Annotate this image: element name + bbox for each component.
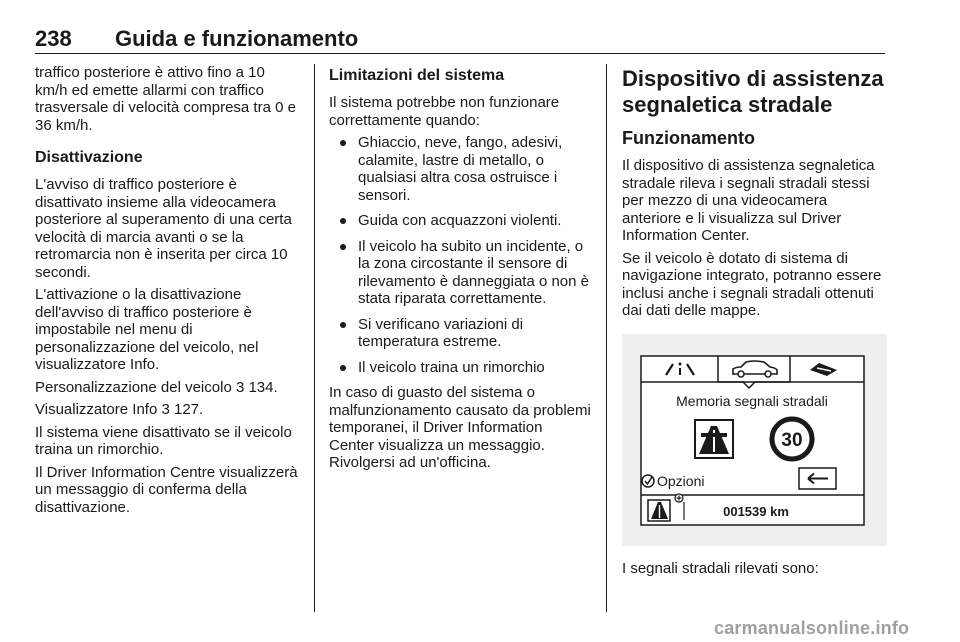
heading-deactivation: Disattivazione: [35, 149, 143, 166]
speed-limit-sign-icon: [772, 419, 812, 459]
heading-operation: Funzionamento: [622, 128, 755, 148]
list-item: Il veicolo ha subito un incidente, o la zona circostante il sensore di rilevamento è danneggiata o non è stata riparata correttamente.: [329, 238, 591, 308]
paragraph: Il dispositivo di assistenza segnaletica stradale rileva i segnali stradali stessi per mezzo di una videocamera anteriore e li visualizza sul Driver Information Center.: [622, 157, 875, 244]
column-divider: [606, 64, 607, 612]
paragraph: Il Driver Information Centre visualizzerà un messaggio di conferma della disattivazione.: [35, 463, 298, 516]
bullet-icon: [340, 140, 346, 146]
heading-limitations: Limitazioni del sistema: [329, 67, 505, 84]
paragraph: I segnali stradali rilevati sono:: [622, 559, 819, 577]
column-3: [622, 64, 887, 582]
options-label: Opzioni: [657, 472, 705, 489]
paragraph: In caso di guasto del sistema o malfunzionamento causato da problemi temporanei, il Driver Information Center visualizza un messaggio. Rivolgersi ad un'officina.: [329, 384, 591, 471]
paragraph: L'avviso di traffico posteriore è disattivato insieme alla videocamera posteriore al superamento di una certa velocità di marcia avanti o se la retromarcia non è inserita per circa 10 secondi.: [35, 176, 292, 281]
odometer-readout: 001539 km: [723, 503, 789, 519]
bullet-icon: [340, 365, 346, 371]
reference-page: 134.: [248, 378, 278, 396]
paragraph: Se il veicolo è dotato di sistema di navigazione integrato, potranno essere inclusi anche i segnali stradali ottenuti dai dati delle mappe.: [622, 249, 882, 319]
bullet-icon: [340, 244, 346, 250]
watermark: carmanualsonline.info: [714, 618, 910, 638]
bullet-icon: [340, 218, 346, 224]
paragraph: Il sistema potrebbe non funzionare correttamente quando:: [329, 94, 560, 129]
add-icon: [675, 494, 683, 502]
display-title: Memoria segnali stradali: [676, 392, 828, 409]
heading-traffic-sign-assistant: Dispositivo di assistenza segnaletica stradale: [622, 66, 884, 117]
display-illustration: [622, 334, 887, 546]
limitations-list: [329, 134, 591, 376]
page-title: Guida e funzionamento: [115, 26, 359, 51]
column-divider: [314, 64, 315, 612]
page-number: 238: [35, 26, 72, 51]
motorway-small-icon: [648, 500, 670, 521]
back-button[interactable]: [799, 468, 836, 489]
page-reference-arrow-icon: 3: [235, 378, 245, 396]
driver-information-center-figure: [622, 334, 887, 546]
motorway-sign-icon: [695, 420, 733, 458]
list-item: Il veicolo traina un rimorchio: [329, 359, 591, 377]
speed-limit-value: 30: [781, 429, 803, 451]
reference-text: Personalizzazione del veicolo: [35, 378, 232, 396]
page-reference-arrow-icon: 3: [161, 401, 170, 418]
reference-text: Visualizzatore Info: [35, 401, 158, 418]
list-item: Si verificano variazioni di temperatura estreme.: [329, 316, 591, 351]
cross-reference-vehicle-personalisation[interactable]: [35, 379, 300, 397]
reference-page: 127.: [173, 401, 204, 418]
column-2: [329, 64, 591, 477]
paragraph: L'attivazione o la disattivazione dell'avviso di traffico posteriore è impostabile nel menu di personalizzazione del veicolo, nel visualizzatore Info.: [35, 286, 259, 373]
paragraph: Il sistema viene disattivato se il veicolo traina un rimorchio.: [35, 423, 292, 458]
paragraph-intro: traffico posteriore è attivo fino a 10 km/h ed emette allarmi con traffico trasversale di velocità compresa tra 0 e 36 km/h.: [35, 64, 296, 134]
header-rule: [35, 53, 885, 54]
cross-reference-info-display[interactable]: [35, 401, 300, 419]
list-item: Guida con acquazzoni violenti.: [329, 212, 591, 230]
page-header: [35, 26, 885, 52]
column-1: [35, 64, 300, 521]
bullet-icon: [340, 322, 346, 328]
list-item: Ghiaccio, neve, fango, adesivi, calamite, lastre di metallo, o qualsiasi altra cosa ostruisce i sensori.: [329, 134, 591, 204]
